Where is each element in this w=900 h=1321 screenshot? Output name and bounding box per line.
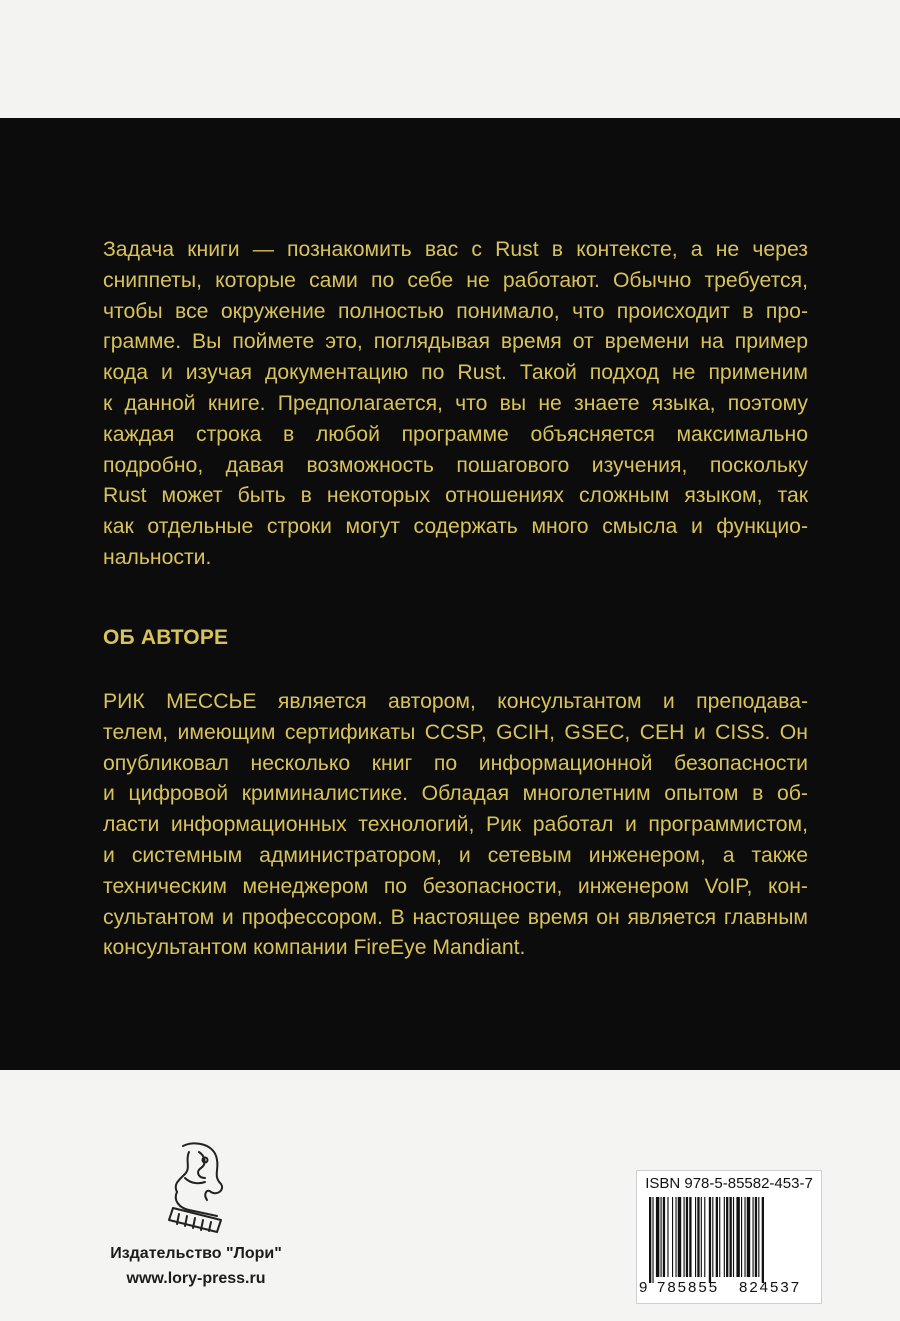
description-line: грамме. Вы поймете это, поглядывая время от времени на пример [103,330,808,354]
bio-line: и системным администратором, и сетевым инженером, а также [103,843,808,867]
book-description [103,235,808,574]
barcode-bar [649,1197,651,1283]
about-author-heading: ОБ АВТОРЕ [103,626,229,649]
bio-line: техническим менеджером по безопасности, инженером VoIP, кон- [103,874,808,898]
bio-line: консультантом компании FireEye Mandiant. [103,936,526,960]
barcode-icon [645,1197,813,1283]
isbn-barcode-box [636,1170,822,1304]
bio-line: опубликовал несколько книг по информационной безопасности [103,751,808,775]
description-line: как отдельные строки могут содержать много смысла и функцио- [103,515,808,539]
description-line: подробно, давая возможность пошагового изучения, поскольку [103,453,808,477]
barcode-bar [652,1197,653,1283]
barcode-bar [733,1197,734,1277]
barcode-bar [661,1197,662,1277]
barcode-bar [689,1197,691,1277]
barcode-bar [667,1197,668,1277]
barcode-bar [726,1197,728,1277]
bio-line: и цифровой криминалистике. Обладая многолетним опытом в об- [103,782,808,806]
bio-line: телем, имеющим сертификаты CCSP, GCIH, GSEC, CEH и CISS. Он [103,720,808,744]
barcode-digits-right: 824537 [739,1279,802,1296]
barcode-bar [758,1197,759,1277]
publisher-name: Издательство "Лори" [110,1245,282,1262]
barcode-bar [724,1197,725,1277]
barcode-bar [744,1197,745,1277]
barcode-digit-first: 9 [639,1279,648,1296]
barcode-bar [686,1197,688,1277]
barcode-bar [684,1197,685,1277]
barcode-bar [753,1197,754,1277]
isbn-label: ISBN 978-5-85582-453-7 [645,1175,813,1192]
barcode-bar [755,1197,757,1277]
barcode-bar [741,1197,742,1277]
description-line: кода и изучая документацию по Rust. Такой подход не применим [103,361,808,385]
barcode-bar [678,1197,681,1277]
barcode-bar [736,1197,739,1277]
barcode-bar [762,1197,764,1283]
description-line: чтобы все окружение полностью понимало, что происходит в про- [103,299,808,323]
barcode-bar [697,1197,699,1277]
barcode-bar [663,1197,665,1277]
author-bio [103,687,808,964]
top-blank-strip [0,0,900,118]
barcode-bar [709,1197,711,1283]
barcode-bar [712,1197,713,1277]
description-line: Задача книги — познакомить вас с Rust в контексте, а не через [103,238,808,261]
description-line: Rust может быть в некоторых отношениях сложным языком, так [103,484,808,508]
barcode-bar [747,1197,750,1277]
description-line: сниппеты, которые сами по себе не работают. Обычно требуется, [103,268,808,292]
barcode-bar [672,1197,673,1277]
bio-line: сультантом и профессором. В настоящее время он является главным [103,905,808,929]
bio-line: РИК МЕССЬЕ является автором, консультантом и преподава- [103,690,808,713]
barcode-bar [704,1197,705,1277]
barcode-bar [675,1197,676,1277]
barcode-bar [719,1197,720,1277]
barcode-bar [656,1197,659,1277]
barcode-bar [695,1197,696,1277]
horse-chess-knight-logo-icon [155,1138,235,1238]
publisher-url[interactable]: www.lory-press.ru [126,1270,266,1287]
barcode-bar [730,1197,732,1277]
barcode-digits-left: 785855 [657,1279,720,1296]
barcode-bar [716,1197,718,1277]
bio-line: ласти информационных технологий, Рик работал и программистом, [103,813,808,837]
description-line: нальности. [103,545,212,569]
description-line: к данной книге. Предполагается, что вы не знаете языка, поэтому [103,391,808,415]
description-line: каждая строка в любой программе объясняется максимально [103,422,808,446]
barcode-bar [701,1197,702,1277]
